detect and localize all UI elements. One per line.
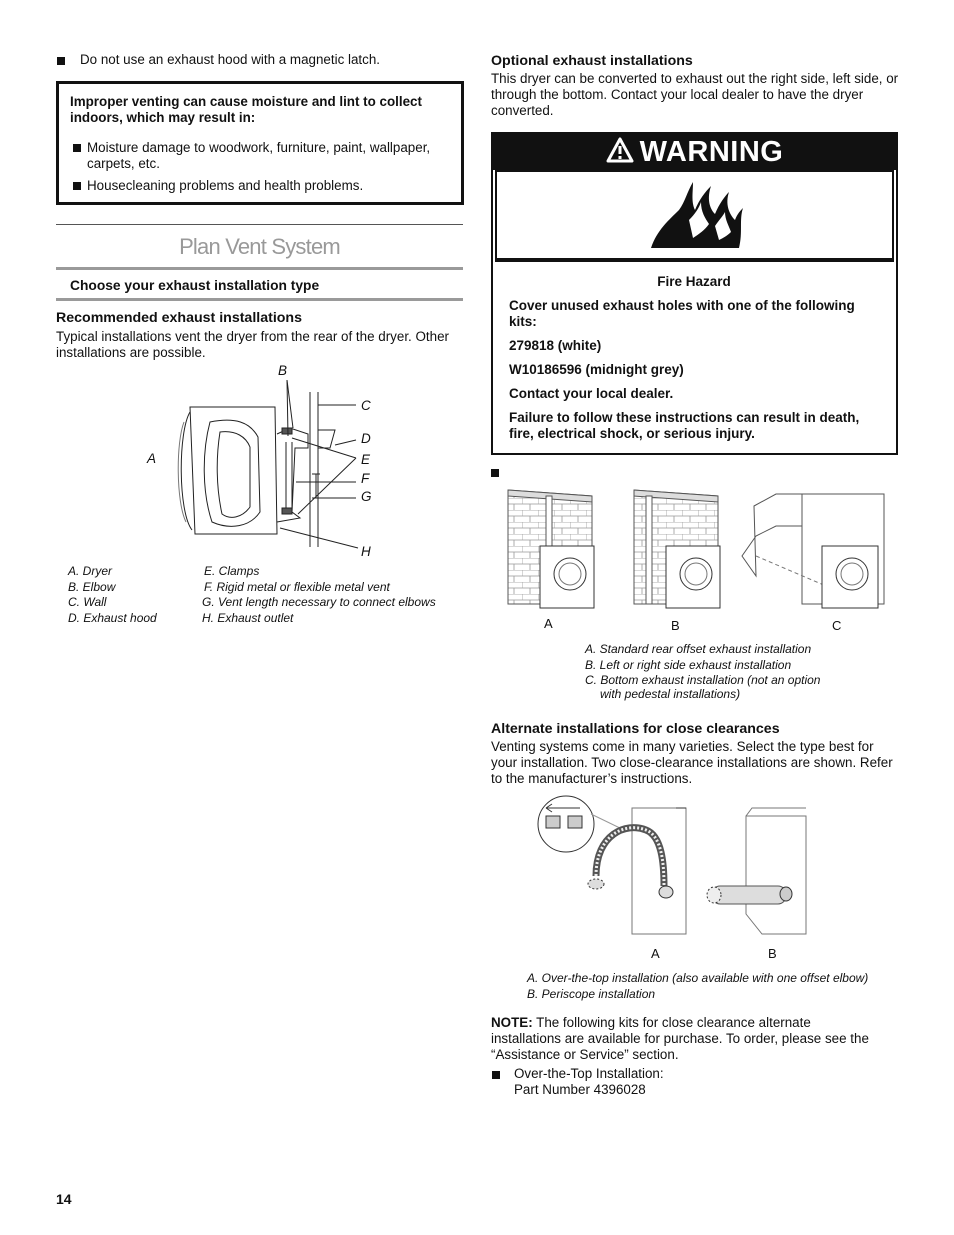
alternate-figure [536,794,816,964]
optional-text: This dryer can be converted to exhaust out the right side, left side, or through the bottom. Contact your local dealer to have the dryer converted. [491,71,899,118]
alternate-heading: Alternate installations for close clearances [491,721,780,737]
subsection-heading: Choose your exhaust installation type [70,278,320,293]
hazard-title: Fire Hazard [657,274,731,289]
vent-figure [140,362,400,562]
notice-heading: Improper venting can cause moisture and lint to collect indoors, which may result in: [70,94,422,125]
warning-symbol-panel [495,170,894,260]
alt-label-a: A [651,946,660,961]
legend-item: D. Exhaust hood [68,610,157,625]
warning-line: Failure to follow these instructions can result in death, fire, electrical shock, or serious injury. [509,410,860,441]
legend-item: H. Exhaust outlet [202,610,294,625]
warning-line: Contact your local dealer. [509,386,674,401]
install-legend [585,642,885,702]
alt-legend [527,971,907,1002]
legend-item: B. Left or right side exhaust installation [585,657,792,672]
warning-line: Cover unused exhaust holes with one of the following kits: [509,298,855,329]
figure-label-h: H [361,544,371,559]
legend-item: C. Wall [68,595,107,610]
note-paragraph [491,1015,876,1063]
notice-item [73,140,453,172]
figure-label-f: F [361,471,370,486]
legend-item: E. Clamps [204,564,260,578]
kit-line: Over-the-Top Installation: [514,1066,664,1081]
install-label-c: C [832,618,842,633]
bullet-item [56,52,466,68]
legend-item: A. Dryer [68,564,113,578]
install-figure [506,486,886,636]
notice-item-text: Housecleaning problems and health problems. [87,178,364,193]
figure-label-c: C [361,398,371,413]
legend-item: B. Elbow [68,579,116,594]
warning-title: WARNING [639,136,784,168]
warning-header [493,134,896,170]
install-illustration [506,486,886,616]
divider [56,224,463,225]
bullet-text: Do not use an exhaust hood with a magnetic latch. [80,52,380,67]
bullet-icon [73,182,81,190]
figure-label-g: G [361,489,372,504]
legend-item: B. Periscope installation [527,986,656,1001]
legend-item: F. Rigid metal or flexible metal vent [204,579,390,594]
legend-item: C. Bottom exhaust installation (not an option [585,673,821,688]
note-text: The following kits for close clearance alternate installations are available for purchase. To order, please see the “Assistance or Service” section. [491,1015,869,1062]
notice-item-text: Moisture damage to woodwork, furniture, paint, wallpaper, carpets, etc. [87,140,431,171]
warning-triangle-icon [606,137,634,168]
legend-item: A. Standard rear offset exhaust installation [585,642,812,656]
bullet-icon [492,1071,500,1079]
alt-label-b: B [768,946,777,961]
note-label: NOTE: [491,1015,533,1030]
kit-line: Part Number 4396028 [514,1082,646,1097]
fire-icon [649,180,745,255]
install-label-a: A [544,616,553,631]
alternate-illustration [536,794,816,944]
divider [495,260,894,262]
kit-item [491,1066,871,1098]
page-number: 14 [56,1191,72,1207]
recommended-heading: Recommended exhaust installations [56,310,302,326]
legend-item: G. Vent length necessary to connect elbows [202,595,436,610]
section-title: Plan Vent System [179,234,340,259]
warning-line: W10186596 (midnight grey) [509,362,684,377]
legend-item: with pedestal installations) [600,686,741,701]
divider [56,267,463,270]
figure-label-d: D [361,431,371,446]
warning-box [491,132,898,455]
figure-legend [202,564,462,626]
bullet-icon [491,469,499,477]
recommended-text: Typical installations vent the dryer from the rear of the dryer. Other installations are possible. [56,329,449,360]
optional-heading: Optional exhaust installations [491,53,693,69]
figure-label-b: B [278,363,288,378]
notice-item [73,178,453,194]
legend-item: A. Over-the-top installation (also available with one offset elbow) [527,971,869,985]
figure-label-e: E [361,452,371,467]
notice-box [56,81,464,205]
divider [56,298,463,301]
install-label-b: B [671,618,680,633]
bullet-icon [57,57,65,65]
bullet-icon [73,144,81,152]
figure-label-a: A [147,451,157,466]
warning-body [509,274,879,450]
figure-legend [68,564,203,626]
warning-line: 279818 (white) [509,338,602,353]
alternate-text: Venting systems come in many varieties. Select the type best for your installation. Two close-clearance installations are shown. Refer to the manufacturer’s instructions. [491,739,893,786]
